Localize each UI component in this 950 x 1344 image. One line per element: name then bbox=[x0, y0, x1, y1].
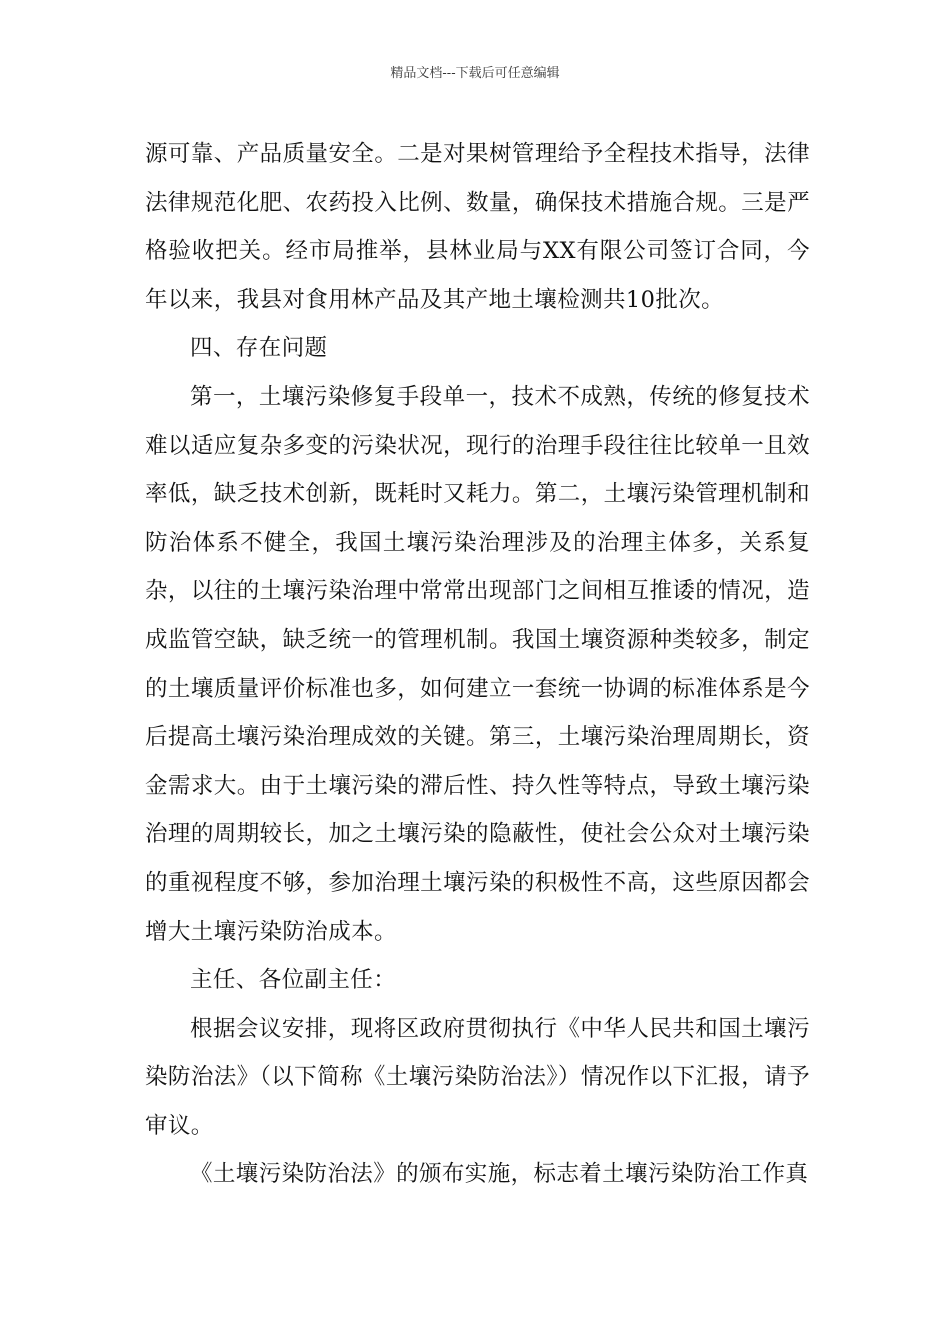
section-heading-problems: 四、存在问题 bbox=[190, 335, 328, 362]
paragraph-report-intro: 根据会议安排，现将区政府贯彻执行《中华人民共和国土壤污染防治法》（以下简称《土壤污染防治法》）情况作以下汇报，请予审议。 bbox=[145, 1015, 810, 1139]
paragraph-continuation: 源可靠、产品质量安全。二是对果树管理给予全程技术指导，法律法律规范化肥、农药投入比例、数量，确保技术措施合规。三是严格验收把关。经市局推举，县林业局与XX有限公司签订合同，今年以来，我县对食用林产品及其产地土壤检测共10批次。 bbox=[145, 141, 810, 313]
page-header: 精品文档---下载后可任意编辑 bbox=[390, 66, 560, 81]
salutation: 主任、各位副主任： bbox=[190, 967, 397, 994]
paragraph-problems: 第一，土壤污染修复手段单一，技术不成熟，传统的修复技术难以适应复杂多变的污染状况，现行的治理手段往往比较单一且效率低，缺乏技术创新，既耗时又耗力。第二，土壤污染管理机制和防治体系不健全，我国土壤污染治理涉及的治理主体多，关系复杂，以往的土壤污染治理中常常出现部门之间相互推诿的情况，造成监管空缺，缺乏统一的管理机制。我国土壤资源种类较多，制定的土壤质量评价标准也多，如何建立一套统一协调的标准体系是今后提高土壤污染治理成效的关键。第三，土壤污染治理周期长，资金需求大。由于土壤污染的滞后性、持久性等特点，导致土壤污染治理的周期较长，加之土壤污染的隐蔽性，使社会公众对土壤污染的重视程度不够，参加治理土壤污染的积极性不高，这些原因都会增大土壤污染防治成本。 bbox=[145, 383, 810, 945]
document-body bbox=[145, 130, 810, 1199]
paragraph-law-significance: 《土壤污染防治法》的颁布实施，标志着土壤污染防治工作真 bbox=[190, 1161, 809, 1188]
